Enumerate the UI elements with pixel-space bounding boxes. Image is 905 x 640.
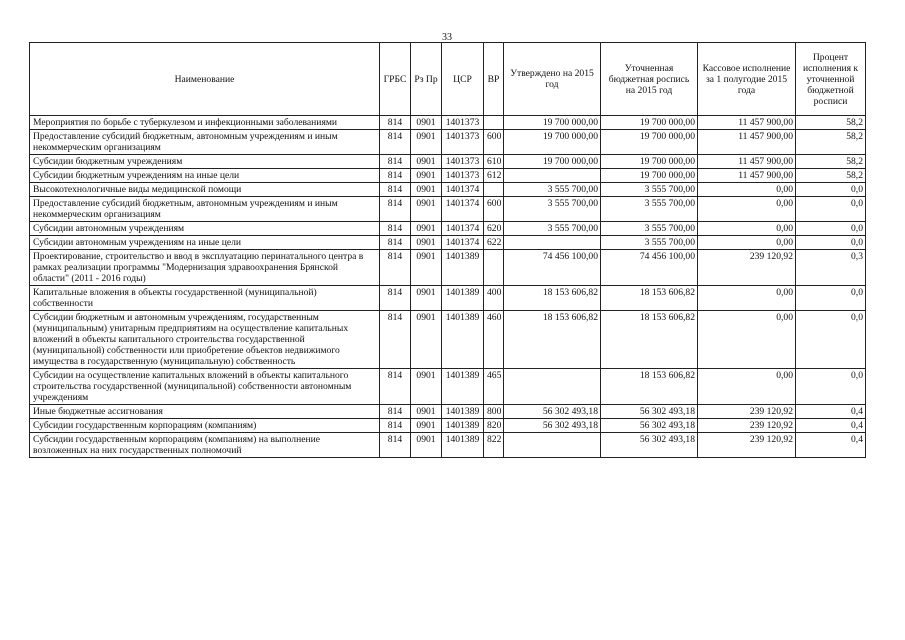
cell-rzpr: 0901 [411,286,442,311]
cell-approved: 3 555 700,00 [504,222,601,236]
cell-cash: 11 457 900,00 [698,169,796,183]
cell-approved: 74 456 100,00 [504,250,601,286]
table-row [30,222,866,236]
cell-cash: 0,00 [698,236,796,250]
cell-percent: 58,2 [796,130,866,155]
cell-approved: 18 153 606,82 [504,286,601,311]
cell-csr: 1401374 [442,197,484,222]
cell-cash: 0,00 [698,369,796,405]
cell-cash: 239 120,92 [698,405,796,419]
cell-cash: 0,00 [698,222,796,236]
cell-name: Проектирование, строительство и ввод в эксплуатацию перинатального центра в рамках реализации программы "Модернизация здравоохранения Брянской области" (2011 - 2016 годы) [30,250,380,286]
table-row [30,169,866,183]
table-row [30,419,866,433]
cell-name: Субсидии бюджетным и автономным учреждениям, государственным (муниципальным) унитарным предприятиям на осуществление капитальных вложений в объекты капитального строительства государственной (муниципальной) собственности или приобретение объектов недвижимого имущества в государственную (муниципальную) собственность [30,311,380,369]
table-row [30,433,866,458]
cell-name: Субсидии государственным корпорациям (компаниям) на выполнение возложенных на них государственных полномочий [30,433,380,458]
cell-grbs: 814 [380,236,411,250]
table-header-row [30,43,866,116]
cell-name: Субсидии автономным учреждениям [30,222,380,236]
cell-cash: 11 457 900,00 [698,130,796,155]
cell-csr: 1401374 [442,236,484,250]
cell-clarified: 3 555 700,00 [601,183,698,197]
cell-cash: 239 120,92 [698,433,796,458]
cell-cash: 11 457 900,00 [698,155,796,169]
cell-vr: 465 [484,369,504,405]
cell-rzpr: 0901 [411,236,442,250]
cell-approved: 18 153 606,82 [504,311,601,369]
cell-csr: 1401374 [442,222,484,236]
cell-grbs: 814 [380,116,411,130]
cell-approved [504,433,601,458]
cell-clarified: 19 700 000,00 [601,155,698,169]
cell-name: Субсидии на осуществление капитальных вложений в объекты капитального строительства государственной (муниципальной) собственности автономным учреждениям [30,369,380,405]
cell-approved: 19 700 000,00 [504,116,601,130]
cell-vr: 600 [484,197,504,222]
cell-clarified: 56 302 493,18 [601,405,698,419]
cell-clarified: 18 153 606,82 [601,311,698,369]
cell-csr: 1401389 [442,405,484,419]
budget-table [29,42,866,458]
cell-grbs: 814 [380,405,411,419]
cell-cash: 0,00 [698,183,796,197]
cell-grbs: 814 [380,286,411,311]
cell-clarified: 3 555 700,00 [601,222,698,236]
cell-vr: 622 [484,236,504,250]
cell-rzpr: 0901 [411,405,442,419]
cell-name: Предоставление субсидий бюджетным, автономным учреждениям и иным некоммерческим организациям [30,130,380,155]
cell-clarified: 19 700 000,00 [601,116,698,130]
cell-name: Субсидии бюджетным учреждениям на иные цели [30,169,380,183]
table-row [30,311,866,369]
table-row [30,250,866,286]
cell-vr: 400 [484,286,504,311]
table-row [30,369,866,405]
header-name: Наименование [30,43,380,116]
cell-name: Капитальные вложения в объекты государственной (муниципальной) собственности [30,286,380,311]
table-row [30,197,866,222]
cell-csr: 1401389 [442,369,484,405]
cell-rzpr: 0901 [411,183,442,197]
cell-cash: 0,00 [698,197,796,222]
cell-vr: 800 [484,405,504,419]
cell-rzpr: 0901 [411,433,442,458]
cell-approved: 56 302 493,18 [504,419,601,433]
cell-grbs: 814 [380,250,411,286]
cell-name: Мероприятия по борьбе с туберкулезом и инфекционными заболеваниями [30,116,380,130]
cell-vr [484,250,504,286]
header-approved: Утверждено на 2015 год [504,43,601,116]
cell-vr: 612 [484,169,504,183]
cell-vr: 620 [484,222,504,236]
table-row [30,405,866,419]
cell-name: Высокотехнологичные виды медицинской помощи [30,183,380,197]
cell-grbs: 814 [380,197,411,222]
cell-clarified: 74 456 100,00 [601,250,698,286]
cell-grbs: 814 [380,311,411,369]
table-row [30,286,866,311]
cell-csr: 1401373 [442,169,484,183]
cell-clarified: 19 700 000,00 [601,169,698,183]
cell-percent: 58,2 [796,116,866,130]
cell-vr: 822 [484,433,504,458]
cell-rzpr: 0901 [411,130,442,155]
cell-csr: 1401374 [442,183,484,197]
cell-approved [504,236,601,250]
cell-cash: 11 457 900,00 [698,116,796,130]
table-row [30,116,866,130]
cell-rzpr: 0901 [411,250,442,286]
cell-name: Предоставление субсидий бюджетным, автономным учреждениям и иным некоммерческим организациям [30,197,380,222]
header-rzpr: Рз Пр [411,43,442,116]
header-csr: ЦСР [442,43,484,116]
cell-approved: 3 555 700,00 [504,197,601,222]
cell-name: Субсидии государственным корпорациям (компаниям) [30,419,380,433]
cell-rzpr: 0901 [411,169,442,183]
header-clarified: Уточненная бюджетная роспись на 2015 год [601,43,698,116]
cell-percent: 0,0 [796,197,866,222]
cell-percent: 0,4 [796,433,866,458]
cell-csr: 1401373 [442,116,484,130]
cell-csr: 1401389 [442,433,484,458]
header-cash: Кассовое исполнение за 1 полугодие 2015 года [698,43,796,116]
cell-rzpr: 0901 [411,419,442,433]
cell-vr: 820 [484,419,504,433]
cell-csr: 1401389 [442,286,484,311]
cell-percent: 0,0 [796,286,866,311]
page-number: 33 [442,32,452,43]
cell-clarified: 3 555 700,00 [601,236,698,250]
cell-name: Субсидии автономным учреждениям на иные цели [30,236,380,250]
table-row [30,130,866,155]
cell-percent: 0,0 [796,222,866,236]
cell-percent: 58,2 [796,169,866,183]
cell-grbs: 814 [380,155,411,169]
cell-percent: 0,0 [796,311,866,369]
cell-grbs: 814 [380,419,411,433]
cell-name: Иные бюджетные ассигнования [30,405,380,419]
cell-vr: 600 [484,130,504,155]
cell-grbs: 814 [380,433,411,458]
cell-clarified: 18 153 606,82 [601,369,698,405]
table-row [30,155,866,169]
cell-csr: 1401389 [442,250,484,286]
cell-percent: 0,0 [796,236,866,250]
cell-clarified: 19 700 000,00 [601,130,698,155]
cell-cash: 239 120,92 [698,419,796,433]
header-grbs: ГРБС [380,43,411,116]
cell-vr: 610 [484,155,504,169]
cell-grbs: 814 [380,169,411,183]
cell-vr [484,116,504,130]
cell-csr: 1401389 [442,311,484,369]
cell-percent: 0,4 [796,405,866,419]
cell-rzpr: 0901 [411,155,442,169]
cell-vr [484,183,504,197]
cell-clarified: 3 555 700,00 [601,197,698,222]
header-percent: Процент исполнения к уточненной бюджетной росписи [796,43,866,116]
cell-rzpr: 0901 [411,369,442,405]
cell-percent: 0,3 [796,250,866,286]
cell-name: Субсидии бюджетным учреждениям [30,155,380,169]
cell-grbs: 814 [380,222,411,236]
cell-csr: 1401373 [442,130,484,155]
cell-rzpr: 0901 [411,311,442,369]
cell-approved [504,369,601,405]
cell-percent: 0,0 [796,369,866,405]
cell-percent: 0,0 [796,183,866,197]
cell-approved: 3 555 700,00 [504,183,601,197]
cell-cash: 0,00 [698,286,796,311]
cell-clarified: 18 153 606,82 [601,286,698,311]
cell-grbs: 814 [380,183,411,197]
cell-approved [504,169,601,183]
cell-csr: 1401373 [442,155,484,169]
cell-rzpr: 0901 [411,222,442,236]
cell-csr: 1401389 [442,419,484,433]
cell-grbs: 814 [380,369,411,405]
header-vr: ВР [484,43,504,116]
cell-clarified: 56 302 493,18 [601,433,698,458]
table-row [30,236,866,250]
cell-percent: 58,2 [796,155,866,169]
cell-cash: 0,00 [698,311,796,369]
cell-percent: 0,4 [796,419,866,433]
cell-grbs: 814 [380,130,411,155]
cell-approved: 19 700 000,00 [504,130,601,155]
cell-rzpr: 0901 [411,197,442,222]
cell-vr: 460 [484,311,504,369]
table-row [30,183,866,197]
cell-clarified: 56 302 493,18 [601,419,698,433]
cell-cash: 239 120,92 [698,250,796,286]
cell-approved: 56 302 493,18 [504,405,601,419]
cell-rzpr: 0901 [411,116,442,130]
cell-approved: 19 700 000,00 [504,155,601,169]
